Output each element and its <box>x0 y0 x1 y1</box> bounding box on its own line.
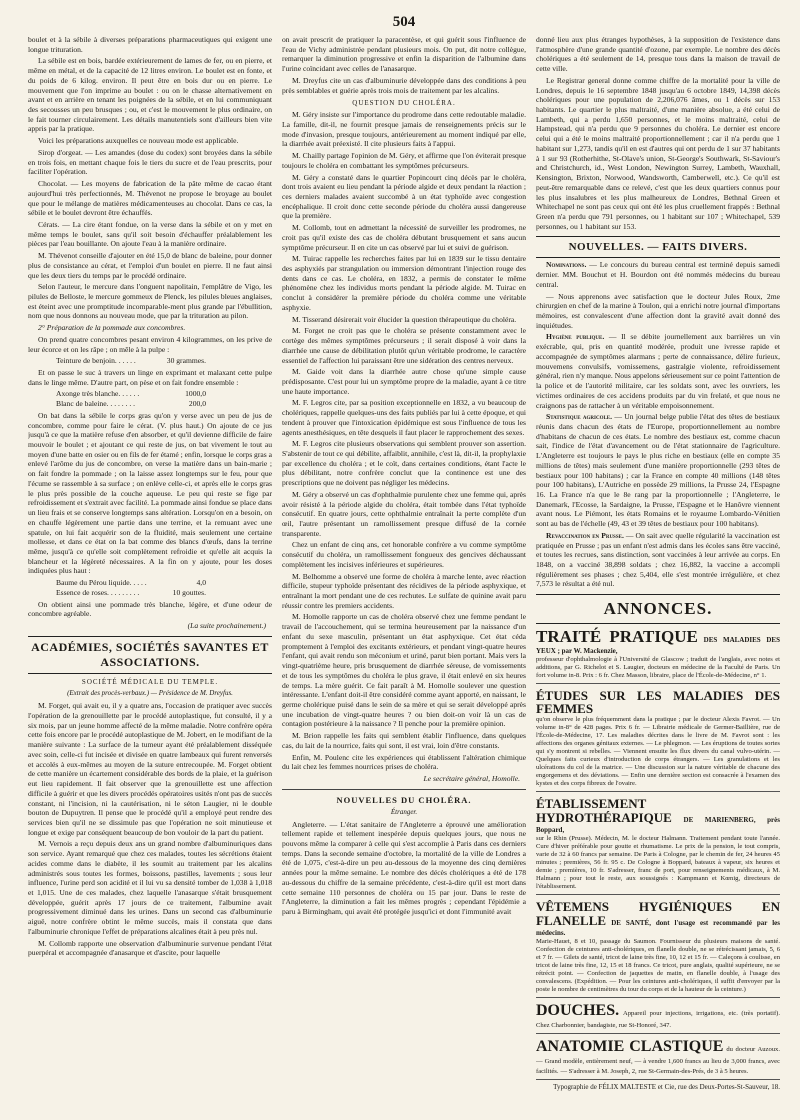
news-item-text: — On sait avec quelle régularité la vaccination est pratiquée en Prusse ; pas un enfant n'est admis dans les écoles sans être vacciné, et toutes les recrues, sans distinction, sont vaccinées à leur arrivée au corps. En 1848, on a vacciné 38,898 soldats ; chez 16,882, la vaccine a accompli régulièrement ses phases ; chez 5,404, elle s'est montrée irrégulière, et chez 7,573 le résultat a été nul. <box>536 530 780 589</box>
paragraph: Chocolat. — Les moyens de fabrication de la pâte même de cacao étant aujourd'hui très perfectionnés, M. Thévenot ne propose le broyage au boulet que pour le mélange de matières médicamenteuses au chocolat. Dans ce cas, la sébile et le boulet devront être échauffés. <box>28 179 272 218</box>
paragraph: 2° Préparation de la pommade aux concombres. <box>38 323 186 333</box>
suite-note: (La suite prochainement.) <box>187 620 266 630</box>
news-item-label: Revaccination en Prusse. <box>546 530 624 540</box>
paragraph: Sirop d'orgeat. — Les amandes (dose du codex) sont broyées dans la sébile en trois fois, en mettant chaque fois le tiers du sucre et de l'eau prescrits, pour faciliter l'opération. <box>28 147 272 177</box>
news-heading: NOUVELLES DU CHOLÉRA. <box>336 794 472 805</box>
news-item <box>536 260 780 289</box>
nouvelles-heading: NOUVELLES. — FAITS DIVERS. <box>536 236 780 258</box>
signature: Le secrétaire général, Homolle. <box>423 773 520 783</box>
ad-body: Marie-Hauet, 8 et 10, passage du Saumon. Fournisseur du plusieurs maisons de santé. Confection de ceintures anti-cholériques, en flanelle double, ne se rétrécissant jamais, 5, 6 et 7 fr. — Gilets de santé, tricot de laine très fine, 10, 12 et 15 fr. — Caleçons à coulisse, en tricot de laine très fine, 12, 15 et 18 francs. Ce tricot, pure anglais, qualité supérieure, ne se rétrécit point. — Confection de jaquettes de matin, en flanelle double, à l'usage des convalescens. (Expédition. — Pour les ceintures anti-cholériques, il suffit d'envoyer par la poste le nombre de centimètres du tour du corps et de la hauteur de la ceinture.) <box>536 937 780 994</box>
paragraph: Chez un enfant de cinq ans, cet honorable confrère a vu comme symptôme consécutif du choléra, un ramollissement fongueux des gencives déchaussant complètement les incisives inférieures et supérieures. <box>282 540 526 569</box>
news-item-label: Statistique agricole. <box>546 412 613 422</box>
ad-hydrotherapique <box>536 795 780 895</box>
ad-title: ÉTABLISSEMENT HYDROTHÉRAPIQUE <box>536 796 672 826</box>
divider <box>282 789 526 790</box>
ad-vetemens <box>536 898 780 998</box>
question-heading: QUESTION DU CHOLÉRA. <box>352 99 456 108</box>
paragraph: On prend quatre concombres pesant environ 4 kilogrammes, on les prive de leur écorce et on les râpe ; on mêle à la pulpe : <box>28 334 272 354</box>
paragraph: Selon l'auteur, le mercure dans l'onguent napolitain, l'emplâtre de Vigo, les pilules de Belloste, le mercure gommeux de Plenck, les pilules bleues anglaises, est éteint avec une promptitude incomparable-ment plus grande par l'ébullition, nom que nous donnons au nouveau mode, que par la trituration au pilon. <box>28 282 272 321</box>
ad-subtitle: DES MALADIES DES YEUX ; par W. Mackenzie, <box>536 635 780 655</box>
ad-title: ÉTUDES SUR LES MALADIES DES FEMMES <box>536 687 780 717</box>
news-item <box>536 412 780 529</box>
news-item-label: Hygiène publique. <box>546 332 605 342</box>
ad-anatomie <box>536 1037 780 1080</box>
formula-row <box>56 578 206 588</box>
column-3 <box>536 35 780 1120</box>
news-item <box>536 292 780 331</box>
news-item <box>536 531 780 589</box>
ad-subtitle: DE SANTÉ, dont l'usage est recommandé par les médecins. <box>536 918 780 937</box>
news-item <box>536 332 780 410</box>
formula-value: 1000,0 <box>185 389 206 399</box>
ad-title: ANATOMIE CLASTIQUE <box>536 1037 724 1055</box>
paragraph: Cérats. — La cire étant fondue, on la verse dans la sébile et on y met en même temps le boulet, sans qu'il soit besoin d'échauffer préalablement les pièces par l'eau bouillante. On ajoute l'eau à la manière ordinaire. <box>28 219 272 249</box>
paragraph: M. Géry a constaté dans le quartier Popincourt cinq décès par le choléra, dont trois avaient eu lieu pendant la période algide et deux pendant la réaction ; ces derniers malades avaient succombé à un état typhoïde avec congestion encéphalique. Il croit donc cette seconde période du choléra aussi dangereuse que la première. <box>282 172 526 221</box>
formula-row <box>56 588 206 598</box>
annonces-heading: ANNONCES. <box>536 594 780 624</box>
ad-body: qu'on observe le plus fréquemment dans la pratique ; par le docteur Alexis Favrot. — Un volume in-8° de 428 pages. Prix 6 fr. — Librairie médicale de Germer-Baillière, rue de l'École-de-Médecine, 17. Les maladies décrites dans le livre de M. Favrot sont : les affections des organes génitaux externes. — Le phlegmon. — Les éruptions de toutes sortes qui s'y montrent si rebelles. — Viennent ensuite les flux divers du canal vulvo-utérin. — Quelques faits curieux d'introduction de corps étrangers. — Les granulations et les ulcérations du col de la matrice. — Une discussion sur la nature véritable de chacune des engorgemens et des déviations. — Enfin une dernière section est consacrée à l'examen des kystes et des corps fibreux de l'ovaire. <box>536 716 780 788</box>
news-item-text: — Un journal belge publie l'état des têtes de bestiaux réunis dans chacun des états de l'Europe, proportionnellement au nombre d'habitans de chacun de ces états. Le nombre des bestiaux est, comme chacun sait, l'indice de l'état d'avancement ou de l'état stationnaire de l'agriculture. L'Angleterre est toujours le pays le plus riche en bestiaux (elle en compte 35 millions de têtes) mais seulement d'une manière proportionnelle (293 têtes de bestiaux pour 100 habitans) ; car la France en compte 40 millions (148 têtes pour 100 habitans), L'Autriche en possède 29 millions, la Prusse 24, l'Espagne 16. La France n'a que le 8e rang par la proportionnelle ; l'Angleterre, le Danemark, l'Ecosse, la Sardaigne, la Prusse, l'Espagne et le Hanôvre viennent avant nous. Le Piémont, les états Romains et le royaume Lombardo-Vénitien sont au bas de l'échelle (49, 43 et 39 têtes de bestiaux pour 100 habitans). <box>536 412 780 529</box>
paragraph: M. Brion rappelle les faits qui semblent établir l'influence, dans quelques cas, du lait de la nourrice, faits qui sont, il est vrai, loin d'être constants. <box>282 731 526 750</box>
paragraph: boulet et à la sébile à diverses préparations pharmaceutiques qui exigent une longue trituration. <box>28 35 272 54</box>
paragraph: On bat dans la sébile le corps gras qu'on y verse avec un peu de jus de concombre, comme pour faire le cérat. (V. plus haut.) On ajoute de ce jus jusqu'à ce que la matière refuse d'en absorber, et qu'il devienne difficile de faire mouvoir le boulet ; et ajoutant ce qui reste de jus, on bat vivement le tout au moyen d'une batte en osier ou en fils de fer étamé ; enfin, lorsque le corps gras a enlevé l'arôme du jus de concombre, on verse la matière dans un bain-marie ; on fait fondre la pommade ; on la laisse assez longtemps sur le feu, pour que l'écume se rassemble à sa surface ; on enlève celle-ci, et après elle le corps gras le plus près possible de la couche aqueuse. Le peu qui reste se fige par refroidissement et s'extrait avec facilité. La pommade ainsi fondue se place dans un lieu frais et se conserve longtemps sans altération. Lorsqu'on en a besoin, on en chauffe légèrement une partie dans une terrine, et la remuant avec une spatule, on lui fait acquérir son de la fluidité, mais seulement une certaine mollesse, et dans ce état on la bat comme des blancs d'œufs, dans la terrine même, jusqu'à ce qu'elle soit complètement refroidie et qu'elle ait acquis la blancheur et la légèreté nécessaires. A la fin on y ajoute, pour les doses indiquées plus haut : <box>28 410 272 576</box>
paragraph: M. Géry a observé un cas d'ophthalmie purulente chez une femme qui, après avoir résisté à la période algide du choléra, était tombée dans l'état typhoïde consécutif. En quatre jours, cette ophthalmie entraînait la perte complète d'un œil, l'autre présentant un ramollissement presque diffusé de la cornée transparente. <box>282 489 526 538</box>
formula-row <box>56 389 206 399</box>
paragraph: M. Homolle rapporte un cas de choléra observé chez une femme pendant le travail de l'accouchement, qui se termina heureusement par la naissance d'un enfant du sexe masculin, présentant un état asphyxique. Cet état céda promptement à l'emploi des excitants extérieurs, et pendant vingt-quatre heures l'enfant, qui avait rendu son méconium et uriné, parut bien portant. Mais vers la vingt-quatrième heure, pris brusquement de diarrhée séreuse, de vomissements et de tous les symptômes du choléra le plus grave, il était enlevé en six heures de temps. La mère guérit. Ce fait paraît à M. Homolle soulever une question intéressante. L'enfant doit-il être considéré comme ayant apporté, en naissant, le germe cholérique puisé dans le sein de sa mère et qui se serait développé après une incubation de vingt-quatre heures ? ou bien doit-on voir là un cas de contagion postérieure à la naissance ? Il penche pour la première opinion. <box>282 612 526 729</box>
paragraph: Et on passe le suc à travers un linge en exprimant et malaxant cette pulpe dans le linge même. D'autre part, on pèse et on fait fondre ensemble : <box>28 368 272 387</box>
ad-subtitle: Appareil pour injections, irrigations, etc. (très portatif). Chez Charbonnier, bandagiste, rue St-Honoré, 347. <box>536 1010 780 1029</box>
paragraph: M. Vernois a reçu depuis deux ans un grand nombre d'albuminuriques dans son service. Ayant remarqué que chez ces malades, toutes les sécrétions étaient acides comme dans le diabète, il les soumit au traitement par les alcalins administrés sous toutes les formes, boissons, pastilles, lavements ; sous leur influence, l'urine perd son acidité et il lui vu sa densité tomber de 1,038 à 1,018 et 1,015. Une de ces malades, chez laquelle l'anasarque s'était brusquement développée, guérit après 17 jours de ce traitement, l'albumine avait progressivement diminué dans les urines. Dans un second cas d'albuminurie aiguë, notre confrère obtint le même succès, mais il constata que dans l'albuminurie chronique l'effet de préparations alcalines était à peu près nul. <box>28 839 272 936</box>
page-number: 504 <box>392 14 416 30</box>
ad-subtitle: du docteur Auzoux. — Grand modèle, entièrement neuf, — à vendre 1,600 francs au lieu de 3,000 francs, avec facilités. <box>536 1045 780 1075</box>
news-item-text: — Le concours du bureau central est terminé depuis samedi dernier. MM. Bouchut et H. Bourdon ont été nommés médecins du bureau central. <box>536 260 780 289</box>
typographie-line: Typographie de FÉLIX MALTESTE et Cie, rue des Deux-Portes-St-Sauveur, 18. <box>553 1082 780 1091</box>
formula-value: 200,0 <box>188 399 206 409</box>
formula-row <box>56 356 206 366</box>
paragraph: On obtient ainsi une pommade très blanche, légère, et d'une odeur de concombre agréable. <box>28 599 272 619</box>
ad-body: sur le Rhin (Prusse). Médecin, M. le docteur Halmann. Traitement pendant toute l'année. Cure d'hiver préférable pour goutte et rhumatisme. Le prix de la pension, le tout compris, varie de 32 à 60 francs par semaine. De Paris à Cologne, par le chemin de fer, 24 heures 45 minutes ; premières, 56 fr. 95 c. De Cologne à Boppard, bateaux à vapeur, six heures et demie ; premières, 10 fr. S'adresser, franc de port, pour renseignements médicaux, à M. Halmann ; pour tout le reste, aux soussignés : Kampmann et Kœnig, directeurs de l'établissement. <box>536 835 780 891</box>
paragraph: M. Forget, qui avait eu, il y a quatre ans, l'occasion de pratiquer avec succès l'opération de la grenouillette par le procédé autoplastique, fut consulté, il y a six mois, par un jeune homme affecté de la même maladie. Notre confrère opéra cette fois encore par le procédé autoplastique de M. Jobert, en le modifiant de la manière suivante : La surface de la tumeur ayant été préalablement disséquée avec soin, celle-ci fut incisée et divisée en quatre lambeaux qui furent renversés et accolés à eux-mêmes au moyen de la suture entrecoupée. M. Forget obtient de cette manière un écartement considérable des bords de la plaie, et la guérison eut lieu rapidement. Il fait observer que la grenouillette est une affection difficile à guérir et que les divers procédés opératoires usités n'ont pas de succès constant, ni l'incision, ni la cautérisation, ni le séton Laugier, ni le double bouton de Dupuytren. Il pense que le procédé qu'il a employé peut rendre des services bien qu'il ne se dissimule pas que l'opération ne soit minutieuse et longue et exige par conséquent beaucoup de bon vouloir de la part du patient. <box>28 701 272 837</box>
society-subheading: (Extrait des procès-verbaux.) — Présidence de M. Dreyfus. <box>67 689 233 698</box>
ad-title: TRAITÉ PRATIQUE <box>536 626 698 646</box>
paragraph: Voici les préparations auxquelles ce nouveau mode est applicable. <box>38 136 239 146</box>
formula-value: 10 gouttes. <box>172 587 206 597</box>
formula-value: 4,0 <box>196 578 206 588</box>
paragraph: M. Tisserand désirerait voir élucider la question thérapeutique du choléra. <box>292 314 517 324</box>
formula-value: 30 grammes. <box>166 356 206 366</box>
paragraph: Enfin, M. Poulenc cite les expériences qui établissent l'altération chimique du lait chez les femmes nourrices prises de choléra. <box>282 752 526 772</box>
paragraph: M. F. Legros cite plusieurs observations qui semblent prouver son assertion. S'abstenir de tout ce qui débilite, affaiblit, annihile, c'est là, dit-il, la prophylaxie par excellence du choléra ; et le coït, dans certaines conditions, étant l'acte le plus débilitant, notre confrère conclut que la continence est une des prescriptions que ne doivent pas négliger les médecins. <box>282 439 526 488</box>
ad-traite-pratique <box>536 626 780 684</box>
column-1 <box>28 35 272 1120</box>
formula-label: Blanc de baleine. . . . . . . . <box>56 399 136 409</box>
paragraph: M. Collomb, tout en admettant la nécessité de surveiller les prodromes, ne croit pas qu'il existe des cas de choléra débutant brusquement et sans aucun symptôme précurseur. Il en cite un cas observé par lui et suivi de guérison. <box>282 223 526 252</box>
society-heading: SOCIÉTÉ MÉDICALE DU TEMPLE. <box>81 678 219 687</box>
paragraph: La sébile est en bois, bardée extérieurement de lames de fer, ou en pierre, et même en métal, et de la capacité de 12 litres environ. Le boulet est en fonte, et du poids de 6 kilog. environ. Il peut être en bois dur ou en pierre. Le mouvement que l'on imprime au boulet : ou on le chasse alternativement en avant et en arrière en tenant les poignées de la sébile, et en lui communiquant des secousses un peu brusques ; ou, et c'est le mouvement le plus ordinaire, on le fait tourner circulairement. Les détails manutentiels sont d'ailleurs bien vite appris par la pratique. <box>28 56 272 134</box>
ad-body: — S'adresser à M. Joseph, 2, rue St-Germain-des-Prés, de 3 à 5 heures. <box>560 1067 749 1075</box>
ad-title: VÊTEMENS HYGIÉNIQUES EN FLANELLE <box>536 899 780 928</box>
formula-label: Axonge très blanche. . . . . . <box>56 389 140 399</box>
news-item-text: — Nous apprenons avec satisfaction que le docteur Jules Roux, 2me chirurgien en chef de la marine à Toulon, qui a enrichi notre journal d'importans mémoires, est convalescent d'une affection dont la gravité avait donné des inquiétudes. <box>536 291 780 330</box>
news-item-label: Nominations. <box>546 260 587 270</box>
formula-row <box>56 399 206 409</box>
paragraph: M. Collomb rapporte une observation d'albuminurie survenue pendant l'état puerpéral et accompagnée d'anasarque et d'ascite, pour laquelle <box>28 938 272 958</box>
formula-axonge <box>56 389 272 408</box>
formula-label: Essence de roses. . . . . . . . . <box>56 587 140 597</box>
paragraph: M. Tuirac rappelle les recherches faites par lui en 1839 sur le tissu dentaire des asphyxiés par strangulation ou immersion démontrant l'injection rouge des dents dans ce cas. Le choléra, en 1832, a permis de constater le même phénomène chez les individus morts pendant la période algide. M. Tuirac en conclut à considérer la première période du choléra comme une véritable asphyxie. <box>282 254 526 312</box>
paragraph: M. Chailly partage l'opinion de M. Géry, et affirme que l'on éviterait presque toujours le choléra en combattant les symptômes précurseurs. <box>282 151 526 170</box>
formula-baume <box>56 578 272 597</box>
ad-body: professeur d'ophthalmologie à l'Université de Glascow ; traduit de l'anglais, avec notes et additions, par G. Richelot et S. Laugier, docteurs en médecine de la Faculté de Paris. Un fort volume in-8. Prix : 6 fr. Chez Masson, libraire, place de l'École-de-Médecine, n° 1. <box>536 655 780 679</box>
news-subheading: Étranger. <box>390 807 418 816</box>
paragraph: Angleterre. — L'état sanitaire de l'Angleterre a éprouvé une amélioration tellement rapide et tellement inespérée depuis quelques jours, que nous ne pouvons même la comparer à celle qui s'est accomplie à Paris dans ces derniers temps. Dans la seconde semaine d'octobre, la mortalité de la ville de Londres a été de 1,075, c'est-à-dire un peu au-dessous de la moyenne des cinq dernières années pour la même semaine. Le nombre des décès cholériques a été de 178 au-dessous du chiffre de la semaine précédente, c'est-à-dire qu'il est mort dans cette semaine 110 personnes de choléra ou 15 par jour. Dans le reste de l'Angleterre, la diminution a fait les mêmes progrès ; cependant l'épidémie a paru à Birmingham, qui avait été protégée jusqu'ici et dont l'immunité avait <box>282 819 526 916</box>
formula-label: Baume du Pérou liquide. . . . . <box>56 578 147 588</box>
paragraph: M. Gaide voit dans la diarrhée autre chose qu'une simple cause prédisposante. C'est pour lui un symptôme propre de la maladie, ayant à ce titre une haute importance. <box>282 367 526 396</box>
paragraph: Le Registrar general donne comme chiffre de la mortalité pour la ville de Londres, depuis le 16 septembre 1848 jusqu'au 6 octobre 1849, 14,398 décès cholériques pour une population de 2,206,076 âmes, ou 1 décès sur 153 habitants. Le quartier le plus maltraité, d'une manière absolue, a été celui de Lambeth, qui a perdu 1,650 personnes, et le moins maltraité, celui de Hampstead, qui n'a perdu que 9 personnes du choléra. Le dernier est encore celui qui a été le moins maltraité proportionnellement ; car il n'a perdu que 1 habitant sur 1,273, tandis qu'il en est d'autres qui ont perdu de 1 sur 37 habitants à 1 sur 93 (Rotherhithe, St-Olave's union, St-George's Southwark, St-Saviour's and Christchurch, id., West London, Newington Surrey, Lambeth, Wauxhall, Kensington, Brixton, Norwood, Wandsworth, Camberwell, etc.). Ce qu'il est peut-être remarquable dans ce relevé, c'est que les deux quartiers connus pour les plus insalubres et les plus malheureux de Londres, Bethnal Green et Whitechapel ne sont pas ceux qui ont été les plus cruellement frappés : Bethnal Green n'a perdu que 791 personnes, ou 1 habitant sur 107 ; Whitechapel, 539 personnes, ou 1 habitant sur 153. <box>536 75 780 231</box>
columns <box>28 35 780 1120</box>
paragraph: M. Forget ne croit pas que le choléra se présente constamment avec le cortège des mêmes symptômes précurseurs ; il serait disposé à voir dans la diarrhée une cause de débilitation plutôt qu'un véritable prodrome, le caractère essentiel de l'affection lui paraissant être une sidération des centres nerveux. <box>282 326 526 365</box>
formula-benjoin <box>56 356 272 366</box>
ad-title: DOUCHES. <box>536 1002 620 1020</box>
paragraph: M. Géry insiste sur l'importance du prodrome dans cette redoutable maladie. La famille, dit-il, ne fournit presque jamais de renseignements précis sur le mode d'invasion, presque toujours, antérieurement au moment indiqué par elle, la diarrhée avait préexisté. Il cite plusieurs faits à l'appui. <box>282 110 526 149</box>
column-2 <box>282 35 526 1120</box>
formula-label: Teinture de benjoin. . . . . . <box>56 356 136 366</box>
paragraph: donné lieu aux plus étranges hypothèses, à la supposition de l'existence dans l'atmosphère d'une grande quantité d'ozone, par exemple. Le nombre des décès cholériques a été seulement de 14, presque tous dans la maison de travail de cette ville. <box>536 35 780 74</box>
paragraph: M. Dreyfus cite un cas d'albuminurie développée dans des conditions à peu près semblables et guérie après trois mois de traitement par les alcalins. <box>282 75 526 95</box>
news-item-text: — Il se débite journellement aux barrières un vin exécrable, qui, pris en quantité modérée, produit une ivresse rapide et accompagnée de symptômes alarmans ; perte de connaissance, délire furieux, mouvemens convulsifs, vomissemens, gastralgie violente, refroidissement général, rien n'y manque. Nous appelons sérieusement sur ce point l'attention de la police et de l'autorité militaire, car les soldats sont, avec les ouvriers, les victimes ordinaires de ces accidens produits par du vin frelaté, et que nous ne craignons pas de rattacher à un véritable empoisonnement. <box>536 332 780 410</box>
ad-subtitle: DE MARIENBERG, près Boppard, <box>536 816 780 835</box>
academies-heading: ACADÉMIES, SOCIÉTÉS SAVANTES ET ASSOCIATIONS. <box>28 636 272 675</box>
paragraph: M. F. Legros cite, par sa position exceptionnelle en 1832, a vu beaucoup de cholériques, rappelle quelques-uns des faits publiés par lui à cette époque, et qui tendent à prouver que l'intoxication épidémique est sous l'influence de tous les agents anesthésiques, en tête desquels il faut placer le rapprochement des sexes. <box>282 398 526 437</box>
paragraph: M. Belhomme a observé une forme de choléra à marche lente, avec réaction difficile, stupeur typhoïde présentant des récidives de la période asphyxique, et entraînant la mort pendant une de ces rechutes. Le sulfate de quinine avait paru réussir contre les premiers accidents. <box>282 571 526 610</box>
ad-etudes-femmes <box>536 687 780 793</box>
ad-douches <box>536 1001 780 1034</box>
paragraph: on avait prescrit de pratiquer la paracentèse, et qui guérit sous l'influence de l'eau de Vichy administrée pendant plusieurs mois. On put, dit notre collègue, remarquer la diminution progressive et enfin la disparition de l'albumine dans l'urine coïncidant avec celles de l'anasarque. <box>282 35 526 74</box>
paragraph: M. Thévenot conseille d'ajouter en été 15,0 de blanc de baleine, pour donner plus de consistance au cérat, et l'emploi d'un boulet en pierre. Il ne faut ainsi que les deux tiers du temps par le procédé ordinaire. <box>28 251 272 280</box>
